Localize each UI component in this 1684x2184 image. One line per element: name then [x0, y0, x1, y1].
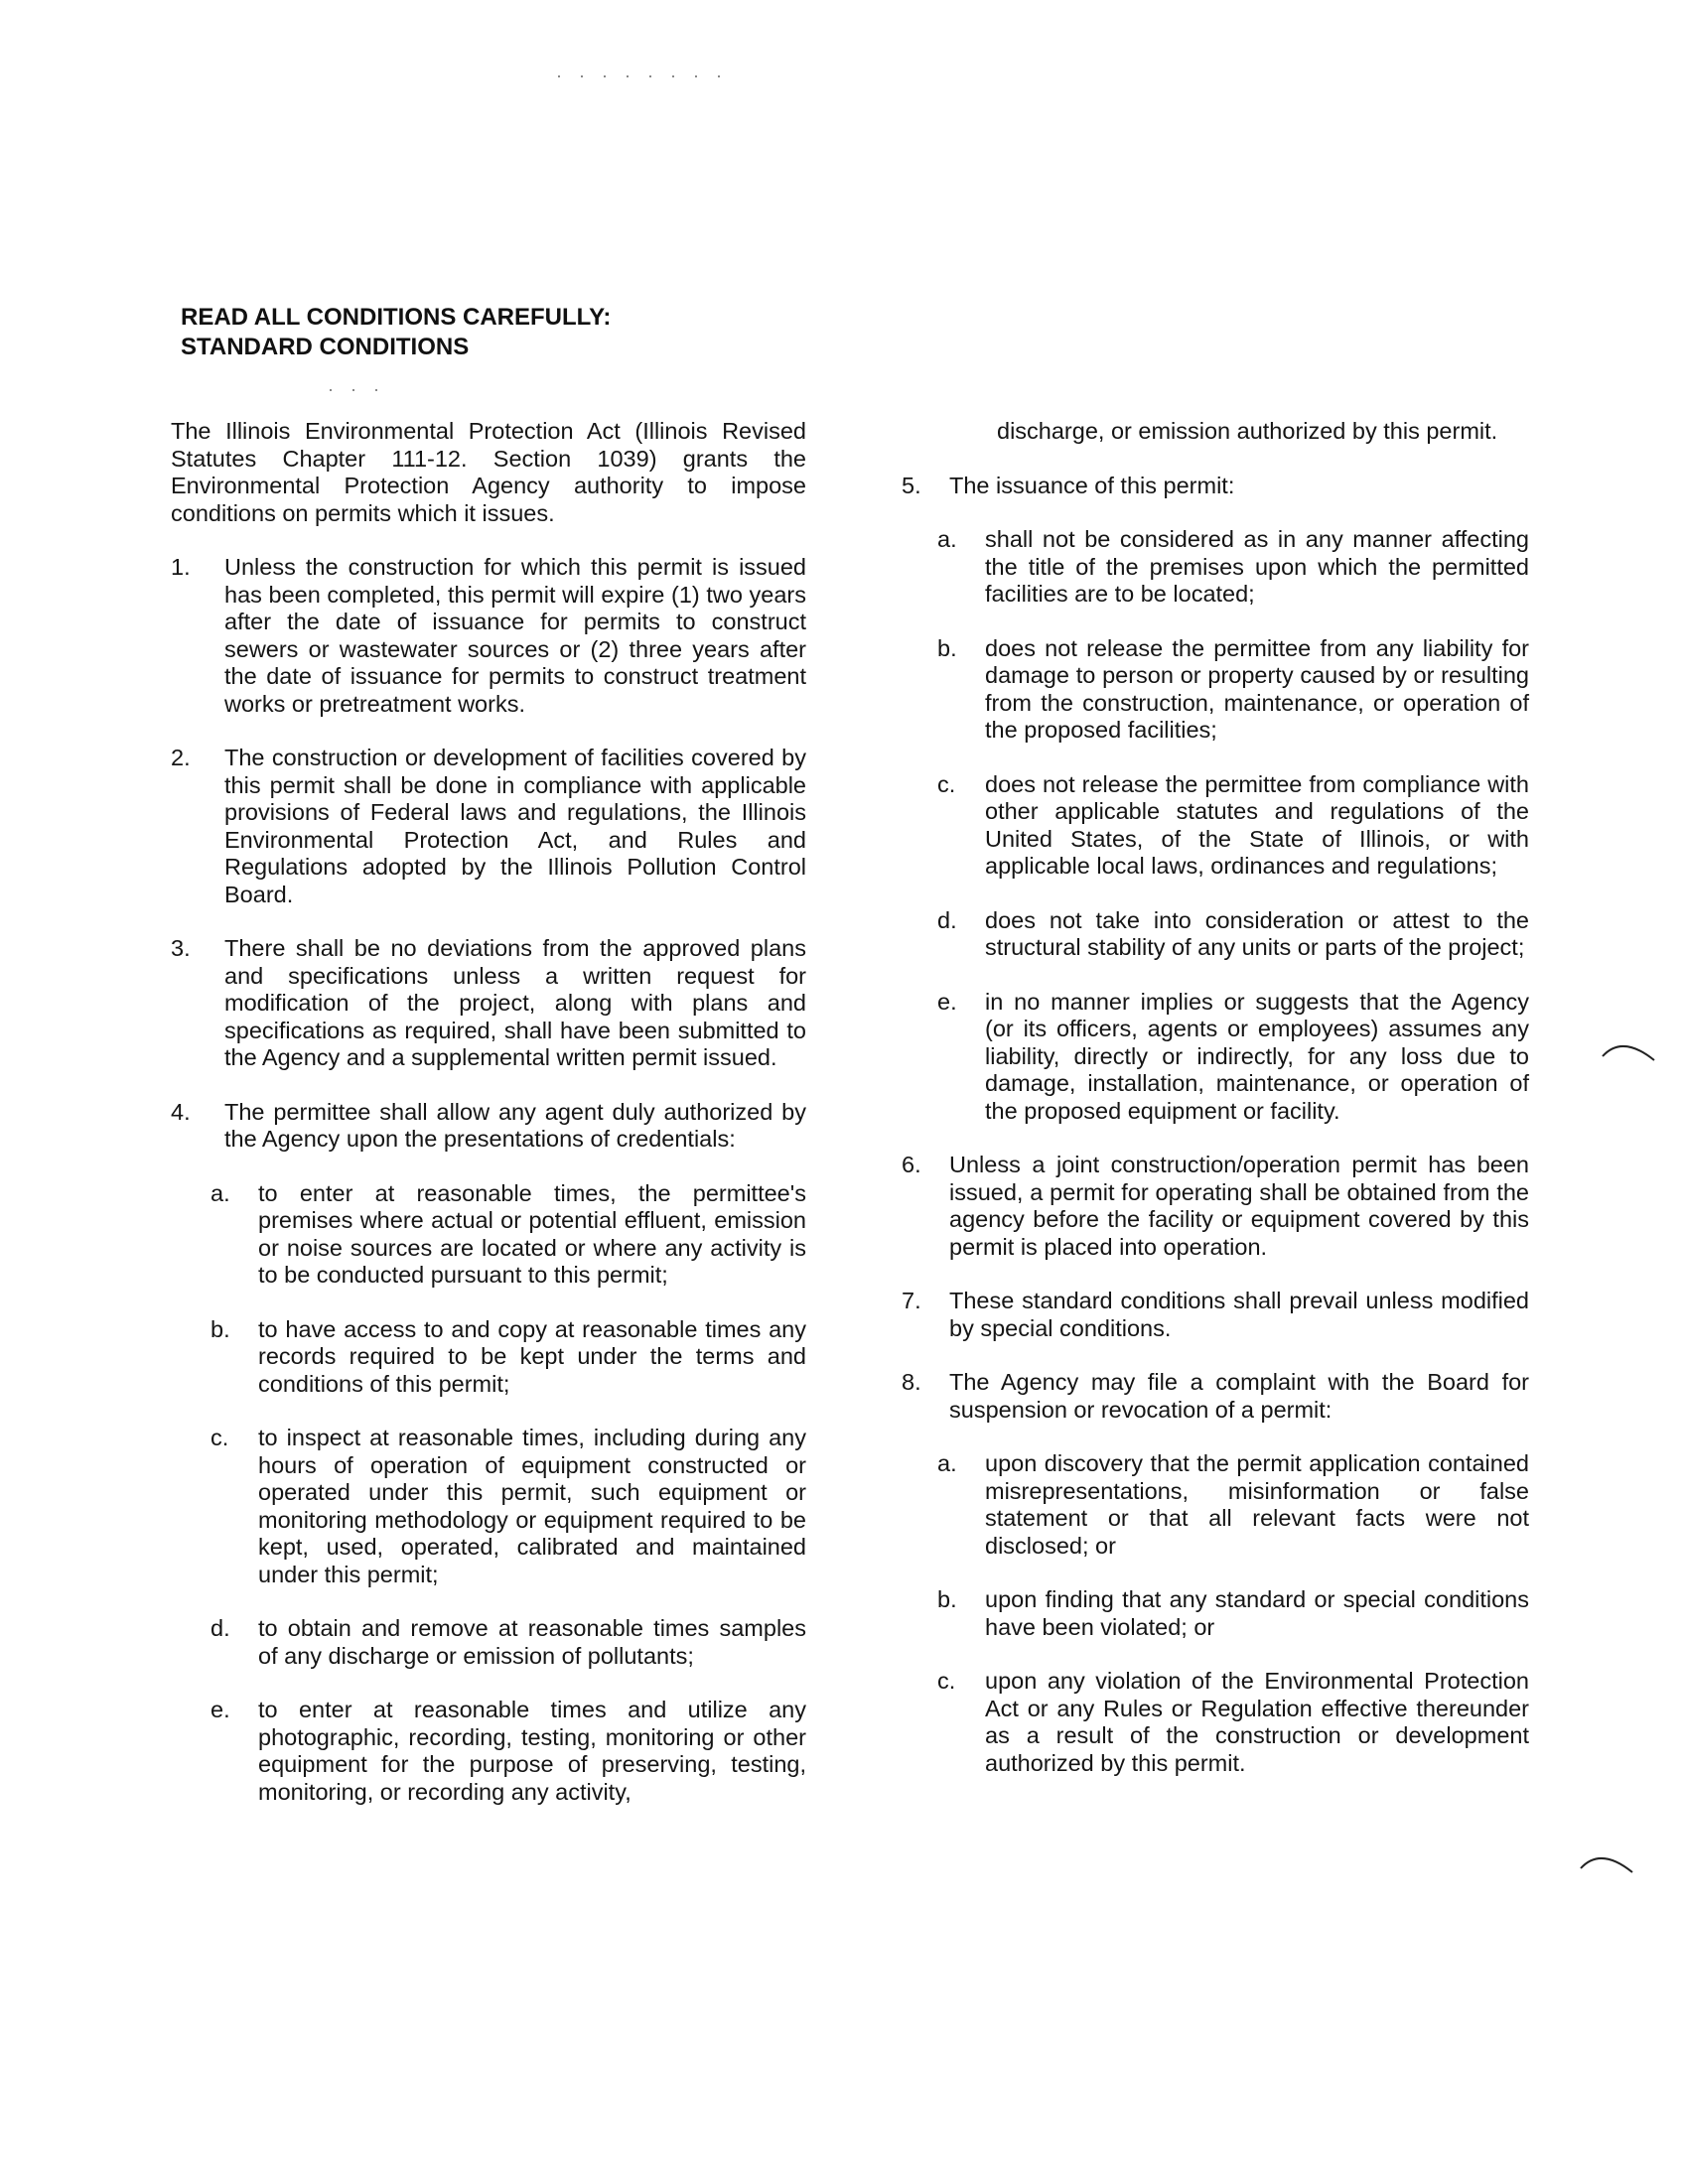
condition-number: 2. [171, 745, 191, 770]
subcondition-text: to enter at reasonable times and utilize any photographic, recording, testing, monitoring or other equipment for the purpose of preserving, testing, monitoring, or recording any activity, [258, 1697, 806, 1805]
subcondition-text: to enter at reasonable times, the permittee's premises where actual or potential effluent, emission or noise sources are located or where any activity is to be conducted pursuant to this permit; [258, 1179, 806, 1288]
subcondition-text: to inspect at reasonable times, including during any hours of operation of equipment constructed or operated under this permit, such equipment or monitoring methodology or equipment required to be kept, used, operated, calibrated and maintained under this permit; [258, 1425, 806, 1587]
subcondition-text: to have access to and copy at reasonable times any records required to be kept under the terms and conditions of this permit; [258, 1315, 806, 1397]
subcondition-letter: b. [937, 1586, 957, 1612]
condition-5 [902, 473, 1529, 500]
condition-text: There shall be no deviations from the approved plans and specifications unless a written request for modification of the project, along with plans and specifications as required, shall have been submitted to the Agency and a supplemental written permit issued. [224, 935, 806, 1070]
condition-5c [937, 771, 1529, 881]
condition-number: 4. [171, 1098, 191, 1125]
condition-4e-continued: discharge, or emission authorized by this permit. [997, 418, 1498, 444]
subcondition-text: to obtain and remove at reasonable times samples of any discharge or emission of pollutants; [258, 1615, 806, 1669]
condition-3 [171, 935, 806, 1072]
subcondition-letter: a. [210, 1179, 230, 1206]
subcondition-text: upon any violation of the Environmental Protection Act or any Rules or Regulation effective thereunder as a result of the construction or development authorized by this permit. [985, 1668, 1529, 1776]
subcondition-text: does not release the permittee from compliance with other applicable statutes and regulations of the United States, of the State of Illinois, or with applicable local laws, ordinances and regulations; [985, 770, 1529, 879]
condition-text: These standard conditions shall prevail unless modified by special conditions. [949, 1288, 1529, 1341]
condition-8a [937, 1450, 1529, 1560]
condition-5a [937, 526, 1529, 609]
subcondition-letter: c. [937, 770, 956, 797]
condition-5d [937, 907, 1529, 962]
subcondition-letter: d. [210, 1615, 230, 1641]
heading-line-2: STANDARD CONDITIONS [181, 334, 470, 360]
left-column [171, 418, 806, 1833]
condition-4b [210, 1316, 806, 1399]
subcondition-text: in no manner implies or suggests that the Agency (or its officers, agents or employees) assumes any liability, directly or indirectly, for any loss due to damage, installation, maintenance, or operation of the proposed equipment or facility. [985, 988, 1529, 1124]
condition-8c [937, 1668, 1529, 1777]
scan-noise: · · · [328, 379, 385, 399]
subcondition-text: shall not be considered as in any manner affecting the title of the premises upon which the permitted facilities are to be located; [985, 526, 1529, 607]
subcondition-letter: b. [937, 634, 957, 661]
intro-paragraph: The Illinois Environmental Protection Act (Illinois Revised Statutes Chapter 111-12. Section 1039) grants the Environmental Protection Agency authority to impose conditions on permits which it issues. [171, 418, 806, 526]
subcondition-letter: a. [937, 526, 957, 552]
subcondition-letter: e. [210, 1697, 230, 1722]
document-heading [181, 303, 611, 362]
condition-4 [171, 1099, 806, 1154]
subcondition-text: upon discovery that the permit application contained misrepresentations, misinformation or false statement or that all relevant facts were not disclosed; or [985, 1450, 1529, 1559]
condition-number: 6. [902, 1152, 921, 1177]
scan-mark-icon [1579, 1846, 1638, 1876]
condition-4d [210, 1615, 806, 1670]
condition-text: The issuance of this permit: [949, 472, 1235, 498]
condition-text: The construction or development of facilities covered by this permit shall be done in compliance with applicable provisions of Federal laws and regulations, the Illinois Environmental Protection Act, and Rules and Regulations adopted by the Illinois Pollution Control Board. [224, 745, 806, 907]
condition-number: 7. [902, 1288, 921, 1313]
subcondition-text: does not take into consideration or attest to the structural stability of any units or parts of the project; [985, 906, 1529, 960]
subcondition-letter: b. [210, 1315, 230, 1342]
subcondition-letter: c. [937, 1668, 956, 1694]
heading-line-1: READ ALL CONDITIONS CAREFULLY: [181, 304, 612, 331]
condition-number: 3. [171, 935, 191, 961]
right-column [874, 418, 1529, 1804]
condition-number: 1. [171, 554, 191, 580]
condition-6 [902, 1152, 1529, 1261]
condition-7 [902, 1288, 1529, 1342]
condition-number: 8. [902, 1369, 921, 1395]
subcondition-text: upon finding that any standard or special conditions have been violated; or [985, 1586, 1529, 1640]
subcondition-letter: a. [937, 1450, 957, 1476]
condition-text: The permittee shall allow any agent duly authorized by the Agency upon the presentations of credentials: [224, 1098, 806, 1152]
condition-text: Unless the construction for which this permit is issued has been completed, this permit will expire (1) two years after the date of issuance for permits to construct sewers or wastewater sources or (2) three years after the date of issuance for permits to construct treatment works or pretreatment works. [224, 554, 806, 717]
condition-number: 5. [902, 472, 921, 498]
condition-4a [210, 1180, 806, 1290]
condition-4e [210, 1697, 806, 1806]
condition-5b [937, 635, 1529, 745]
scan-mark-icon [1601, 1034, 1660, 1064]
condition-2 [171, 745, 806, 908]
subcondition-letter: e. [937, 988, 957, 1015]
subcondition-letter: c. [210, 1425, 229, 1450]
condition-4c [210, 1425, 806, 1588]
condition-8b [937, 1586, 1529, 1641]
condition-text: Unless a joint construction/operation permit has been issued, a permit for operating shall be obtained from the agency before the facility or equipment covered by this permit is placed into operation. [949, 1152, 1529, 1260]
scan-noise: · · · · · · · · [556, 66, 728, 85]
condition-text: The Agency may file a complaint with the Board for suspension or revocation of a permit: [949, 1369, 1529, 1423]
subcondition-text: does not release the permittee from any liability for damage to person or property caused by or resulting from the construction, maintenance, or operation of the proposed facilities; [985, 634, 1529, 743]
condition-8 [902, 1369, 1529, 1424]
condition-1 [171, 554, 806, 718]
subcondition-letter: d. [937, 906, 957, 933]
condition-5e [937, 989, 1529, 1126]
